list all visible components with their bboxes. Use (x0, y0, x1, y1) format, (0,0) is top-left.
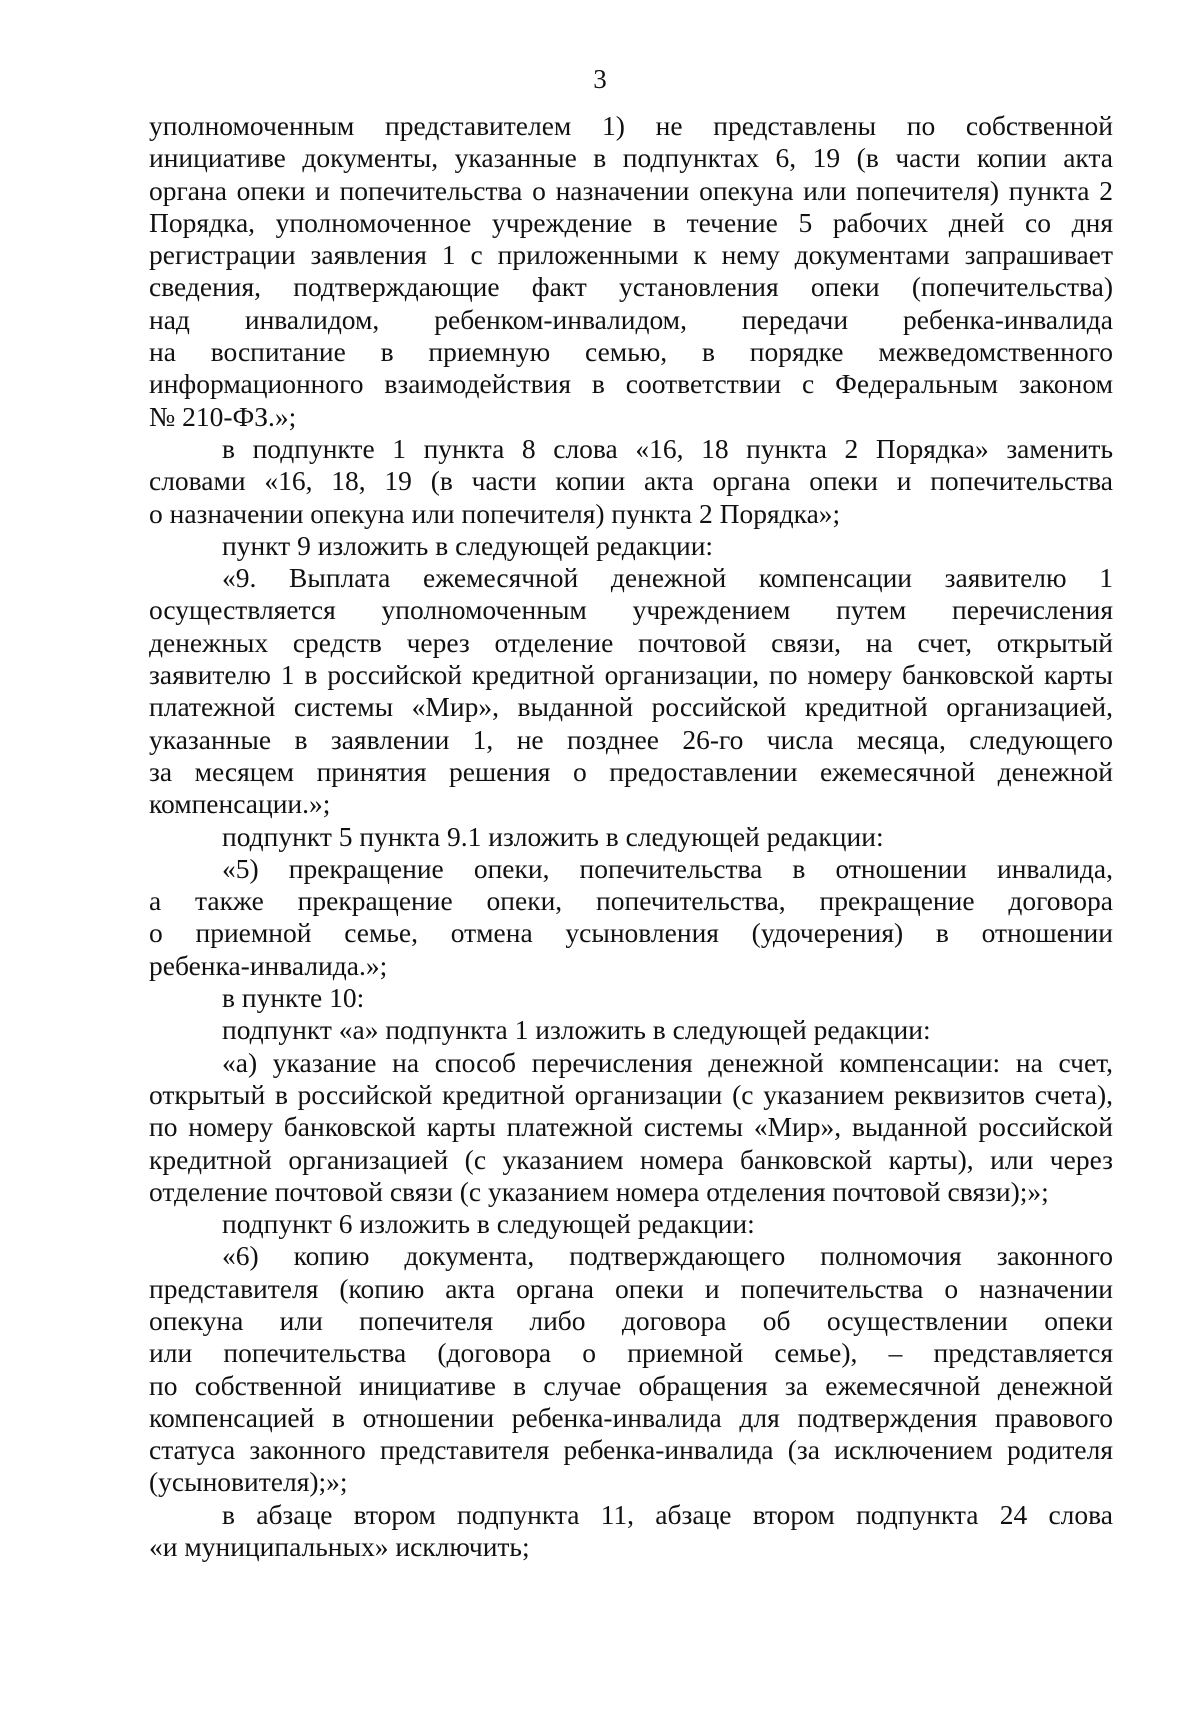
text-line: (усыновителя);»; (149, 1466, 348, 1498)
text-line: «а) указание на способ перечисления денежной компенсации: на счет, (222, 1046, 1113, 1078)
page-number: 3 (593, 64, 607, 94)
text-line: заявителю 1 в российской кредитной организации, по номеру банковской карты (149, 659, 1113, 691)
text-line: а также прекращение опеки, попечительства, прекращение договора (149, 885, 1113, 917)
text-line: Порядка, уполномоченное учреждение в течение 5 рабочих дней со дня (149, 206, 1113, 238)
text-line: ребенка-инвалида.»; (149, 949, 388, 981)
text-line: словами «16, 18, 19 (в части копии акта органа опеки и попечительства (149, 465, 1113, 497)
text-line: о приемной семье, отмена усыновления (удочерения) в отношении (149, 917, 1113, 949)
text-line: открытый в российской кредитной организации (с указанием реквизитов счета), (149, 1078, 1113, 1110)
text-line: «и муниципальных» исключить; (149, 1531, 530, 1563)
text-line: информационного взаимодействия в соответствии с Федеральным законом (149, 368, 1113, 400)
text-line: регистрации заявления 1 с приложенными к нему документами запрашивает (149, 239, 1113, 271)
text-line: в подпункте 1 пункта 8 слова «16, 18 пункта 2 Порядка» заменить (222, 432, 1113, 464)
document-body (149, 110, 1113, 1563)
text-line: статуса законного представителя ребенка-инвалида (за исключением родителя (149, 1434, 1113, 1466)
text-line: по собственной инициативе в случае обращения за ежемесячной денежной (149, 1369, 1113, 1401)
text-line: представителя (копию акта органа опеки и попечительства о назначении (149, 1272, 1113, 1304)
text-line: № 210-ФЗ.»; (149, 400, 297, 432)
text-line: над инвалидом, ребенком-инвалидом, передачи ребенка-инвалида (149, 303, 1113, 335)
text-line: в пункте 10: (222, 982, 365, 1014)
text-line: органа опеки и попечительства о назначении опекуна или попечителя) пункта 2 (149, 174, 1113, 206)
text-line: подпункт «а» подпункта 1 изложить в следующей редакции: (222, 1014, 931, 1046)
text-line: осуществляется уполномоченным учреждением путем перечисления (149, 594, 1113, 626)
text-line: по номеру банковской карты платежной системы «Мир», выданной российской (149, 1111, 1113, 1143)
text-line: инициативе документы, указанные в подпунктах 6, 19 (в части копии акта (149, 142, 1113, 174)
text-line: на воспитание в приемную семью, в порядке межведомственного (149, 336, 1113, 368)
text-line: в абзаце втором подпункта 11, абзаце втором подпункта 24 слова (222, 1498, 1113, 1530)
text-line: подпункт 6 изложить в следующей редакции: (222, 1208, 755, 1240)
text-line: о назначении опекуна или попечителя) пункта 2 Порядка»; (149, 497, 841, 529)
text-line: платежной системы «Мир», выданной российской кредитной организацией, (149, 691, 1113, 723)
text-line: за месяцем принятия решения о предоставлении ежемесячной денежной (149, 755, 1113, 787)
text-line: пункт 9 изложить в следующей редакции: (222, 529, 714, 561)
text-line: уполномоченным представителем 1) не представлены по собственной (149, 110, 1113, 141)
text-line: или попечительства (договора о приемной семье), – представляется (149, 1337, 1113, 1369)
text-line: «6) копию документа, подтверждающего полномочия законного (222, 1240, 1113, 1272)
text-line: денежных средств через отделение почтовой связи, на счет, открытый (149, 626, 1113, 658)
text-line: указанные в заявлении 1, не позднее 26-го числа месяца, следующего (149, 723, 1113, 755)
text-line: сведения, подтверждающие факт установления опеки (попечительства) (149, 271, 1113, 303)
text-line: компенсации.»; (149, 788, 331, 820)
text-line: «5) прекращение опеки, попечительства в отношении инвалида, (222, 852, 1113, 884)
text-line: подпункт 5 пункта 9.1 изложить в следующей редакции: (222, 820, 884, 852)
text-line: кредитной организацией (с указанием номера банковской карты), или через (149, 1143, 1113, 1175)
text-line: «9. Выплата ежемесячной денежной компенсации заявителю 1 (222, 562, 1113, 594)
text-line: отделение почтовой связи (с указанием номера отделения почтовой связи);»; (149, 1175, 1049, 1207)
text-line: компенсацией в отношении ребенка-инвалида для подтверждения правового (149, 1401, 1113, 1433)
text-line: опекуна или попечителя либо договора об осуществлении опеки (149, 1304, 1113, 1336)
